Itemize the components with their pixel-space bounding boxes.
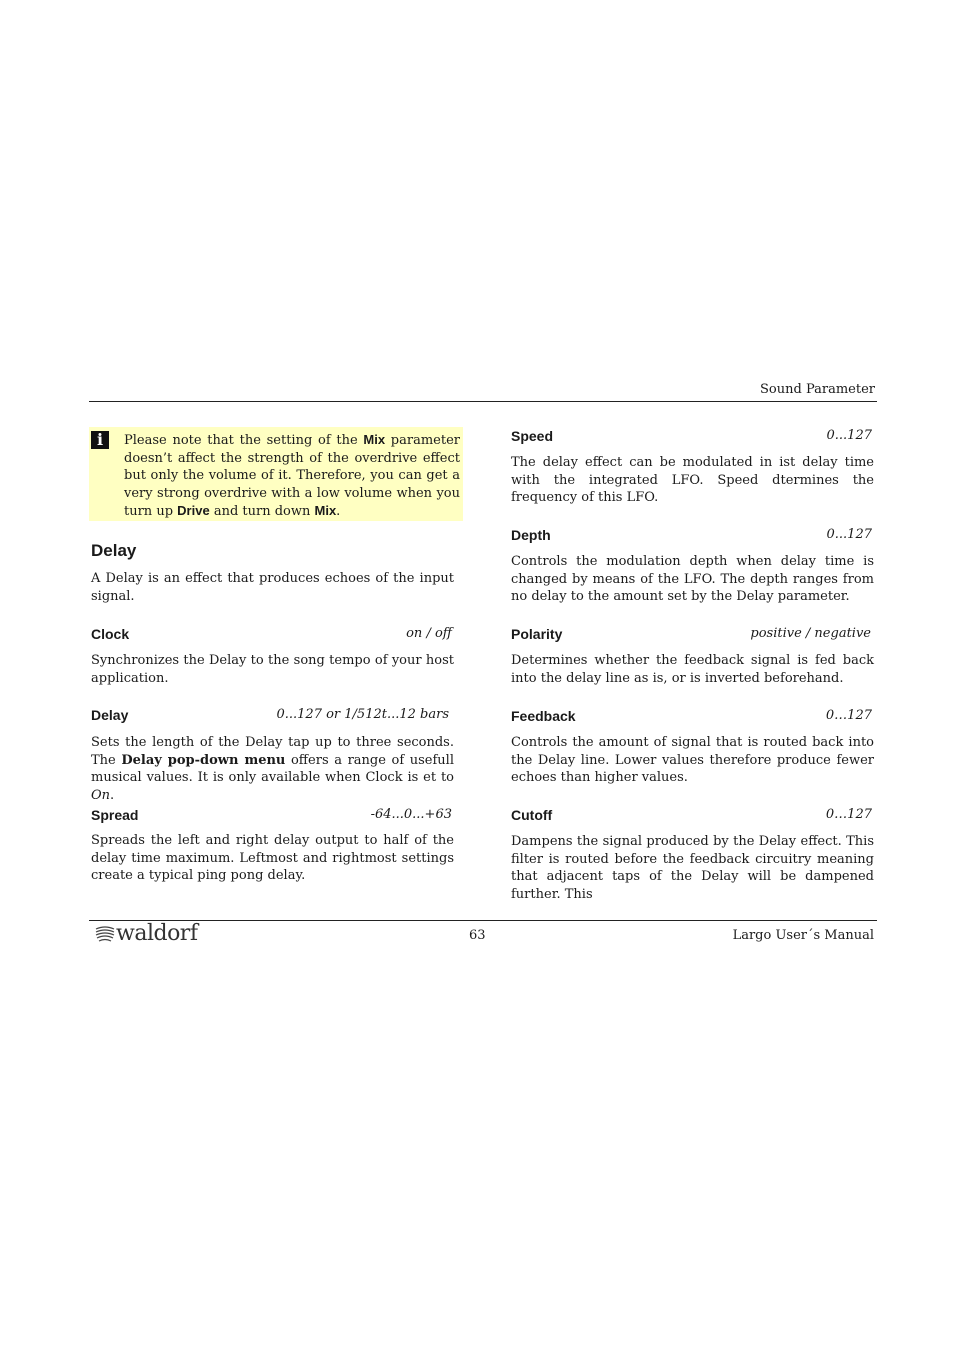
text-run: Determines whether the feedback signal is fed back into the delay line as is, or is inverted beforehand. [511, 653, 874, 686]
param-clock [91, 626, 454, 644]
param-name: Delay [91, 707, 129, 723]
param-range: 0...127 or 1/512t...12 bars [276, 707, 449, 722]
text-run: and turn down [209, 504, 315, 520]
header-rule [89, 401, 877, 402]
param-name: Depth [511, 527, 551, 543]
info-note [89, 427, 463, 521]
param-range: positive / negative [750, 626, 871, 641]
text-run: Mix [314, 503, 337, 519]
param-depth [511, 527, 874, 545]
param-feedback [511, 708, 874, 726]
text-run: Controls the amount of signal that is routed back into the Delay line. Lower values therefore produce fewer echoes than higher values. [511, 735, 874, 786]
text-run: The delay effect can be modulated in ist delay time with the integrated LFO. Speed dtermines the frequency of this LFO. [511, 455, 874, 506]
param-desc-feedback [511, 734, 874, 787]
param-desc-depth [511, 553, 874, 606]
param-range: 0...127 [826, 527, 872, 542]
param-name: Feedback [511, 708, 576, 724]
param-range: 0…127 [825, 807, 872, 822]
param-speed [511, 428, 874, 446]
text-run: . [336, 504, 341, 520]
param-name: Polarity [511, 626, 563, 642]
text-run: Delay pop-down menu [121, 752, 286, 768]
page-number: 63 [469, 928, 486, 943]
delay-intro: A Delay is an effect that produces echoes of the input signal. [91, 571, 454, 604]
param-spread [91, 807, 454, 825]
text-run: . [110, 787, 115, 803]
param-range: -64...0...+63 [370, 807, 452, 822]
param-polarity [511, 626, 874, 644]
text-run: Mix [363, 432, 386, 447]
running-header: Sound Parameter [760, 382, 875, 397]
param-desc-spread [91, 832, 454, 885]
param-delay [91, 707, 454, 725]
param-desc-polarity [511, 652, 874, 687]
param-range: 0…127 [825, 708, 872, 723]
text-run: Spreads the left and right delay output to half of the delay time maximum. Leftmost and rightmost settings create a typical ping pong delay. [91, 833, 454, 884]
text-run: Please note that the setting of the [124, 433, 364, 448]
text-run: offers a range of usefull musical values. It is only available when Clock is et to [91, 752, 454, 786]
param-desc-cutoff [511, 833, 874, 903]
text-run: On [91, 787, 111, 803]
logo-wordmark: waldorf [116, 921, 198, 946]
waldorf-logo [94, 921, 197, 947]
param-cutoff [511, 807, 874, 825]
param-name: Cutoff [511, 807, 553, 823]
waldorf-swirl-icon [94, 923, 116, 945]
section-title-delay: Delay [91, 541, 137, 560]
param-desc-speed [511, 454, 874, 507]
text-run: Sets the length of the Delay tap up to three seconds. The [91, 735, 454, 768]
text-run: parameter doesn’t affect the strength of the overdrive effect but only the volume of it. Therefore, you can get a very strong overdrive with a low volume when you turn up [124, 433, 460, 520]
param-range: 0...127 [826, 428, 872, 443]
note-text [124, 431, 460, 521]
param-name: Spread [91, 807, 139, 823]
param-name: Clock [91, 626, 130, 642]
info-icon: i [91, 431, 109, 449]
param-desc-delay [91, 734, 454, 804]
param-name: Speed [511, 428, 554, 444]
param-range: on / off [406, 626, 452, 641]
manual-title: Largo User´s Manual [732, 928, 874, 943]
text-run: Dampens the signal produced by the Delay effect. This filter is routed before the feedback circuitry meaning that adjacent taps of the Delay will be dampened further. This [511, 834, 874, 902]
param-desc-clock [91, 652, 454, 687]
footer-rule [89, 920, 877, 921]
text-run: Drive [177, 503, 210, 519]
text-run: Synchronizes the Delay to the song tempo of your host application. [91, 653, 454, 686]
text-run: Controls the modulation depth when delay time is changed by means of the LFO. The depth ranges from no delay to the amount set by the Delay parameter. [511, 554, 874, 605]
